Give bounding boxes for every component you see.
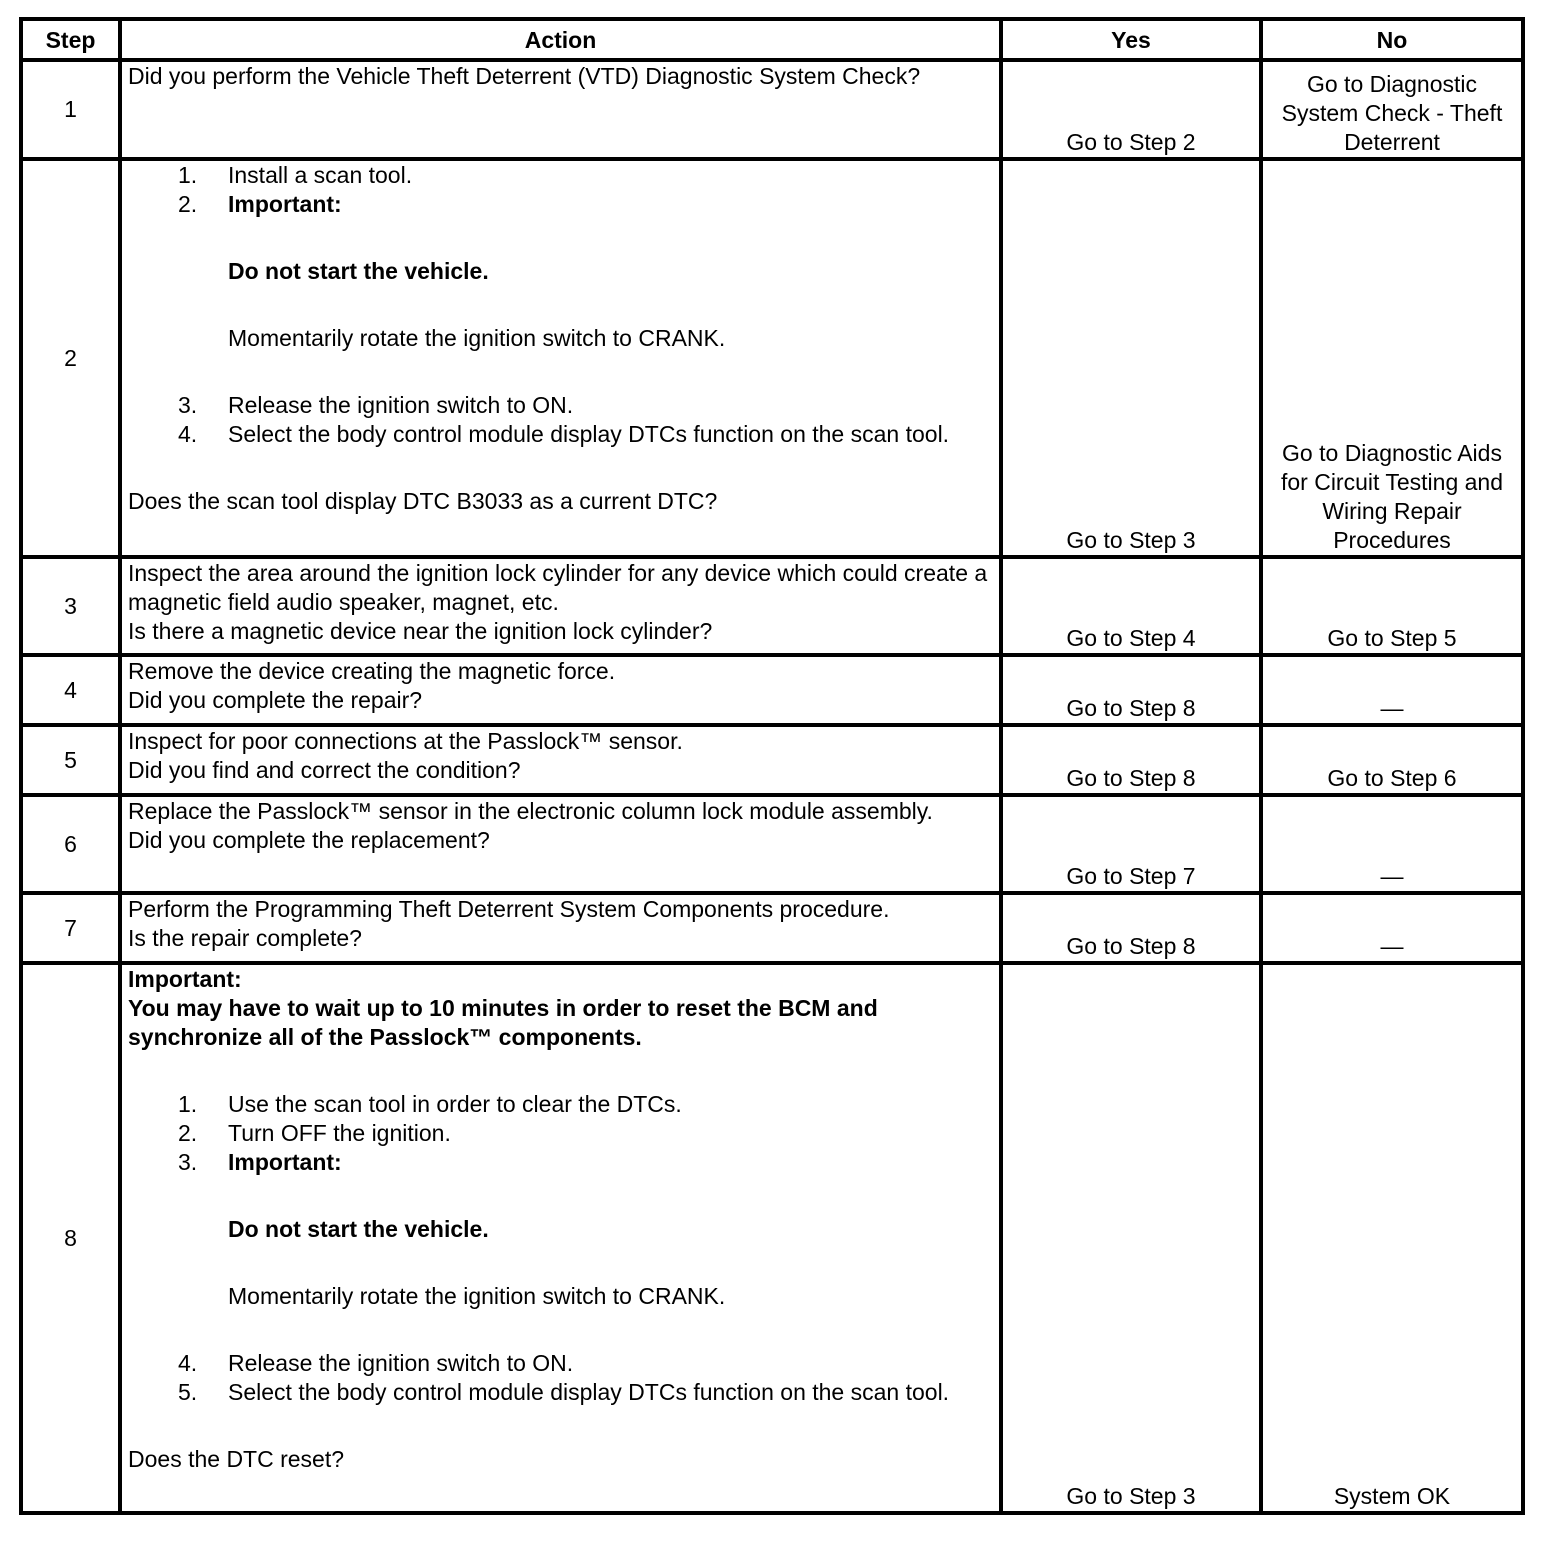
action-question: Does the DTC reset? — [128, 1446, 345, 1472]
action-cell — [120, 795, 1001, 893]
item-number: 5. — [178, 1379, 198, 1405]
step-number: 1 — [21, 60, 120, 159]
yes-result: Go to Step 8 — [1001, 725, 1261, 795]
action-text: Inspect for poor connections at the Passlock™ sensor. — [128, 728, 683, 754]
action-question: Is there a magnetic device near the ignition lock cylinder? — [128, 618, 713, 644]
action-question: Did you perform the Vehicle Theft Deterrent (VTD) Diagnostic System Check? — [128, 63, 921, 89]
no-result: System OK — [1261, 963, 1523, 1513]
action-cell — [120, 557, 1001, 655]
action-cell — [120, 60, 1001, 159]
item-number: 1. — [178, 162, 198, 188]
item-text: Release the ignition switch to ON. — [228, 392, 574, 418]
list-item — [128, 391, 993, 420]
step-number: 6 — [21, 795, 120, 893]
item-text: Select the body control module display DTCs function on the scan tool. — [228, 1379, 950, 1405]
header-row — [21, 19, 1523, 60]
header-step: Step — [21, 19, 120, 60]
list-item — [128, 420, 993, 449]
important-label: Important: — [128, 966, 242, 992]
item-number: 4. — [178, 421, 198, 447]
no-result: Go to Step 6 — [1261, 725, 1523, 795]
procedure-list — [128, 1090, 993, 1407]
list-item — [128, 1148, 993, 1349]
list-item — [128, 161, 993, 190]
item-number: 2. — [178, 191, 198, 217]
action-question: Does the scan tool display DTC B3033 as a current DTC? — [128, 488, 718, 514]
action-cell — [120, 893, 1001, 963]
important-label: Important: — [228, 1149, 342, 1175]
step-number: 2 — [21, 159, 120, 557]
item-body — [228, 1148, 993, 1349]
no-result: — — [1261, 655, 1523, 725]
procedure-list — [128, 161, 993, 449]
header-yes: Yes — [1001, 19, 1261, 60]
table-row — [21, 655, 1523, 725]
action-cell — [120, 655, 1001, 725]
action-question: Did you find and correct the condition? — [128, 757, 521, 783]
item-text: Use the scan tool in order to clear the DTCs. — [228, 1091, 682, 1117]
list-item — [128, 1349, 993, 1378]
diagnostic-table — [19, 17, 1525, 1515]
item-number: 3. — [178, 392, 198, 418]
list-item — [128, 1378, 993, 1407]
important-label: Important: — [228, 191, 342, 217]
important-note: Do not start the vehicle. — [228, 258, 489, 284]
list-item — [128, 1119, 993, 1148]
yes-result: Go to Step 3 — [1001, 159, 1261, 557]
table-row — [21, 557, 1523, 655]
action-cell — [120, 725, 1001, 795]
step-number: 3 — [21, 557, 120, 655]
item-text: Release the ignition switch to ON. — [228, 1350, 574, 1376]
list-item — [128, 1090, 993, 1119]
item-number: 3. — [178, 1149, 198, 1175]
list-item — [128, 190, 993, 391]
yes-result: Go to Step 8 — [1001, 893, 1261, 963]
item-number: 4. — [178, 1350, 198, 1376]
action-text: Replace the Passlock™ sensor in the electronic column lock module assembly. — [128, 798, 933, 824]
item-text: Install a scan tool. — [228, 162, 413, 188]
item-number: 1. — [178, 1091, 198, 1117]
step-number: 7 — [21, 893, 120, 963]
yes-result: Go to Step 2 — [1001, 60, 1261, 159]
action-question: Is the repair complete? — [128, 925, 362, 951]
table-row — [21, 795, 1523, 893]
step-number: 4 — [21, 655, 120, 725]
action-text: Remove the device creating the magnetic force. — [128, 658, 616, 684]
item-text: Turn OFF the ignition. — [228, 1120, 451, 1146]
item-text: Momentarily rotate the ignition switch to CRANK. — [228, 1283, 726, 1309]
important-note: You may have to wait up to 10 minutes in order to reset the BCM and synchronize all of the Passlock™ components. — [128, 995, 878, 1050]
yes-result: Go to Step 4 — [1001, 557, 1261, 655]
action-question: Did you complete the replacement? — [128, 827, 490, 853]
no-result: — — [1261, 795, 1523, 893]
header-no: No — [1261, 19, 1523, 60]
step-number: 8 — [21, 963, 120, 1513]
item-text: Momentarily rotate the ignition switch to CRANK. — [228, 325, 726, 351]
yes-result: Go to Step 3 — [1001, 963, 1261, 1513]
table-row — [21, 893, 1523, 963]
important-note: Do not start the vehicle. — [228, 1216, 489, 1242]
yes-result: Go to Step 8 — [1001, 655, 1261, 725]
action-question: Did you complete the repair? — [128, 687, 423, 713]
step-number: 5 — [21, 725, 120, 795]
no-result: Go to Diagnostic System Check - Theft Deterrent — [1261, 60, 1523, 159]
no-result: Go to Step 5 — [1261, 557, 1523, 655]
no-result: — — [1261, 893, 1523, 963]
action-cell — [120, 963, 1001, 1513]
action-cell — [120, 159, 1001, 557]
action-text: Inspect the area around the ignition lock cylinder for any device which could create a magnetic field audio speaker, magnet, etc. — [128, 560, 988, 615]
action-text: Perform the Programming Theft Deterrent System Components procedure. — [128, 896, 890, 922]
table-row — [21, 60, 1523, 159]
item-text: Select the body control module display DTCs function on the scan tool. — [228, 421, 950, 447]
item-number: 2. — [178, 1120, 198, 1146]
item-body — [228, 190, 993, 391]
table-row — [21, 159, 1523, 557]
yes-result: Go to Step 7 — [1001, 795, 1261, 893]
table-row — [21, 725, 1523, 795]
no-result: Go to Diagnostic Aids for Circuit Testing and Wiring Repair Procedures — [1261, 159, 1523, 557]
table-row — [21, 963, 1523, 1513]
header-action: Action — [120, 19, 1001, 60]
